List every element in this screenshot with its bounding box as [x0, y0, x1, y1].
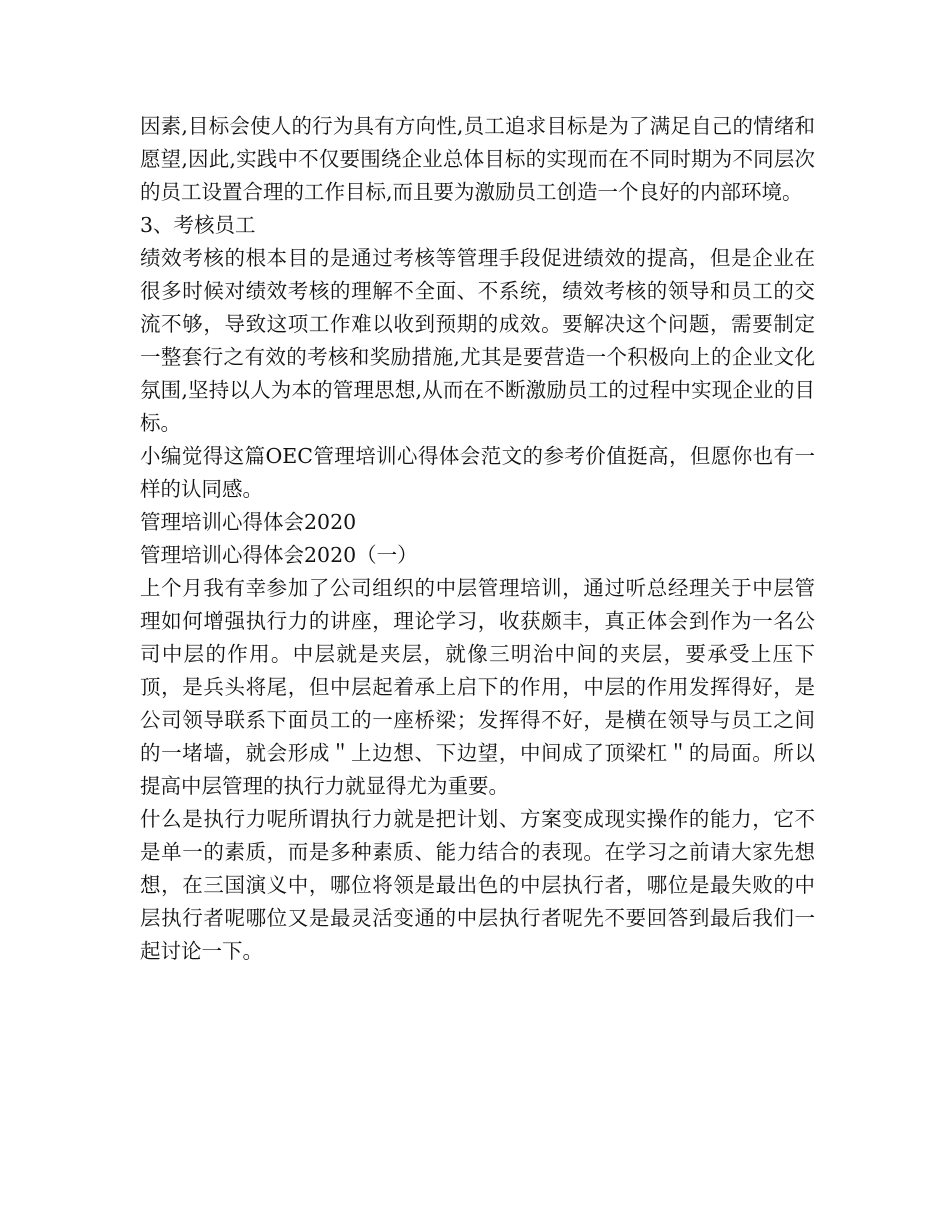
paragraph-editor-note: 小编觉得这篇OEC管理培训心得体会范文的参考价值挺高，但愿你也有一样的认同感。	[140, 444, 815, 501]
paragraph-middle-management-training: 上个月我有幸参加了公司组织的中层管理培训，通过听总经理关于中层管理如何增强执行力的讲座，理论学习，收获颇丰，真正体会到作为一名公司中层的作用。中层就是夹层，就像三明治中间的夹层，要承受上压下顶，是兵头将尾，但中层起着承上启下的作用，中层的作用发挥得好，是公司领导联系下面员工的一座桥梁；发挥得不好，是横在领导与员工之间的一堵墙，就会形成＂上边想、下边望，中间成了顶梁杠＂的局面。所以提高中层管理的执行力就显得尤为重要。	[140, 576, 815, 798]
section-heading-assess-employees: 3、考核员工	[140, 213, 256, 237]
article-title: 管理培训心得体会2020	[140, 510, 357, 534]
article-subtitle: 管理培训心得体会2020（一）	[140, 543, 418, 567]
paragraph-goals-environment: 因素,目标会使人的行为具有方向性,员工追求目标是为了满足自己的情绪和愿望,因此,实践中不仅要围绕企业总体目标的实现而在不同时期为不同层次的员工设置合理的工作目标,而且要为激励员工创造一个良好的内部环境。	[140, 114, 815, 204]
paragraph-execution-definition: 什么是执行力呢所谓执行力就是把计划、方案变成现实操作的能力，它不是单一的素质，而是多种素质、能力结合的表现。在学习之前请大家先想想，在三国演义中，哪位将领是最出色的中层执行者，哪位是最失败的中层执行者呢哪位又是最灵活变通的中层执行者呢先不要回答到最后我们一起讨论一下。	[140, 807, 815, 963]
document-body	[140, 110, 815, 968]
paragraph-performance-assessment: 绩效考核的根本目的是通过考核等管理手段促进绩效的提高，但是企业在很多时候对绩效考核的理解不全面、不系统，绩效考核的领导和员工的交流不够，导致这项工作难以收到预期的成效。要解决这个问题，需要制定一整套行之有效的考核和奖励措施,尤其是要营造一个积极向上的企业文化氛围,坚持以人为本的管理思想,从而在不断激励员工的过程中实现企业的目标。	[140, 246, 815, 435]
